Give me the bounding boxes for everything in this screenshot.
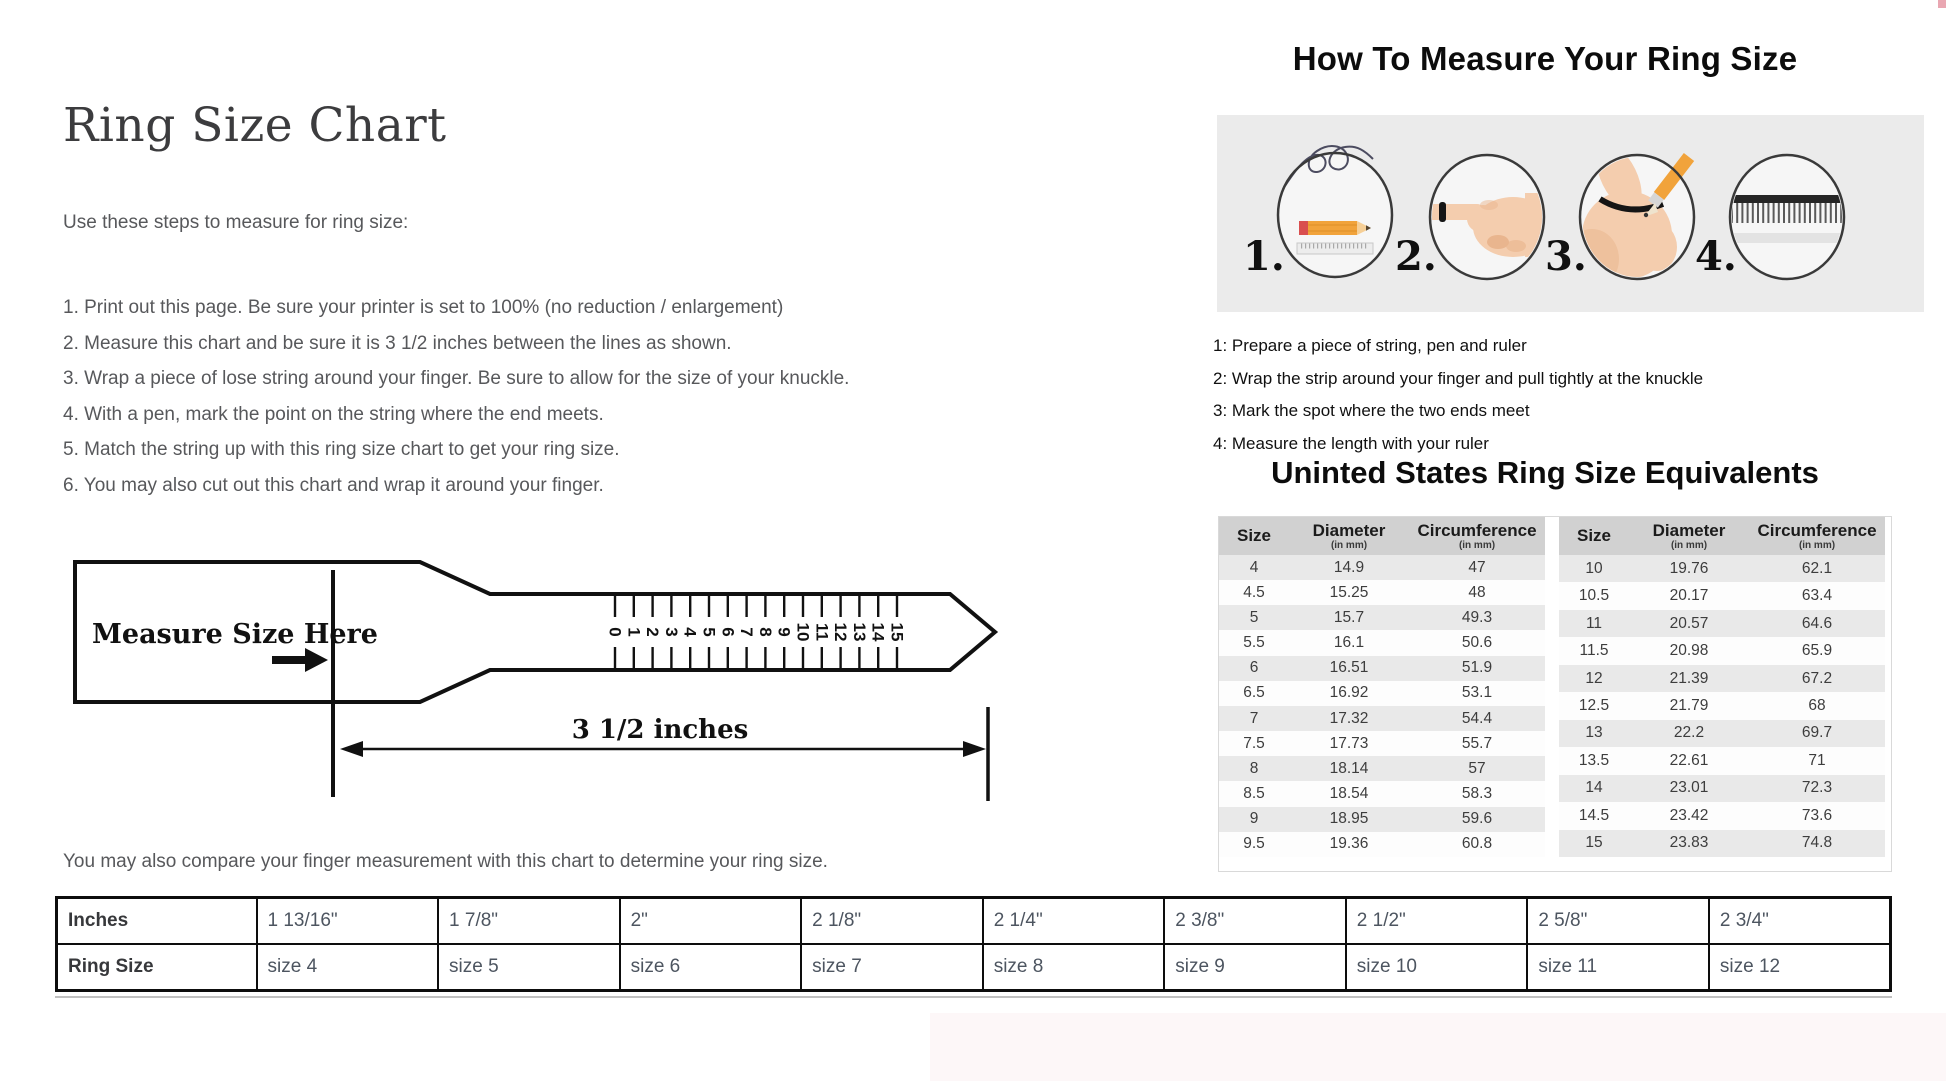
size-cell: 13.5 [1559,747,1629,774]
equiv-row-size-12 [1559,665,1885,692]
measure-step-4: 4. With a pen, mark the point on the string where the end meets. [63,403,604,425]
size-cell: 14 [1559,775,1629,802]
ring-size-cell-2: size 5 [438,944,620,991]
how-to-step-3: 3: Mark the spot where the two ends meet [1213,401,1530,420]
ring-size-row [57,944,1891,991]
inches-cell-8: 2 5/8" [1527,898,1709,945]
col-header-circumference: Circumference (in mm) [1749,517,1885,555]
diameter-cell: 15.25 [1289,580,1409,605]
circumference-cell: 48 [1409,580,1545,605]
size-tick-label-14: 14 [868,622,888,642]
ring-size-cell-3: size 6 [620,944,802,991]
page-title: Ring Size Chart [63,98,447,153]
size-cell: 9.5 [1219,832,1289,857]
equiv-row-size-5.5 [1219,630,1545,655]
equiv-row-size-11 [1559,610,1885,637]
equiv-row-size-6.5 [1219,681,1545,706]
inches-cell-2: 1 7/8" [438,898,620,945]
equiv-row-size-6 [1219,656,1545,681]
inches-cell-5: 2 1/4" [983,898,1165,945]
diameter-cell: 22.61 [1629,747,1749,774]
size-cell: 10.5 [1559,582,1629,609]
circumference-cell: 67.2 [1749,665,1885,692]
diameter-cell: 21.39 [1629,665,1749,692]
page-background-band [930,1013,1946,1081]
size-tick-label-10: 10 [793,622,813,642]
ring-size-cell-4: size 7 [801,944,983,991]
equiv-row-size-12.5 [1559,692,1885,719]
size-cell: 7.5 [1219,731,1289,756]
diameter-cell: 17.32 [1289,706,1409,731]
size-cell: 11 [1559,610,1629,637]
illustration-number-3: 3. [1545,233,1587,280]
ring-size-cell-9: size 12 [1709,944,1891,991]
diameter-cell: 23.83 [1629,830,1749,857]
inches-to-ring-size-table [55,896,1892,992]
size-cell: 11.5 [1559,637,1629,664]
bottom-divider [55,996,1892,998]
diameter-cell: 20.17 [1629,582,1749,609]
how-to-step-1: 1: Prepare a piece of string, pen and ruler [1213,336,1527,355]
dimension-label: 3 1/2 inches [571,715,749,745]
circumference-cell: 69.7 [1749,720,1885,747]
equiv-row-size-4.5 [1219,580,1545,605]
size-tick-label-3: 3 [661,627,681,637]
ring-sizer-diagram [60,545,1010,815]
diameter-cell: 18.54 [1289,781,1409,806]
size-tick-label-13: 13 [849,622,869,642]
diameter-cell: 19.36 [1289,832,1409,857]
size-tick-label-1: 1 [624,627,644,637]
measure-steps-list [63,290,849,503]
diameter-cell: 20.57 [1629,610,1749,637]
ring-size-cell-8: size 11 [1527,944,1709,991]
illustration-number-1: 1. [1243,233,1285,280]
diameter-cell: 20.98 [1629,637,1749,664]
inches-cell-3: 2" [620,898,802,945]
equiv-row-size-10.5 [1559,582,1885,609]
equiv-row-size-8 [1219,756,1545,781]
diameter-cell: 16.92 [1289,681,1409,706]
measure-step-5: 5. Match the string up with this ring size chart to get your ring size. [63,439,620,460]
inches-cell-6: 2 3/8" [1164,898,1346,945]
diameter-cell: 18.14 [1289,756,1409,781]
circumference-cell: 50.6 [1409,630,1545,655]
diameter-cell: 21.79 [1629,692,1749,719]
equiv-row-size-5 [1219,605,1545,630]
equiv-row-size-8.5 [1219,781,1545,806]
illustration-number-4: 4. [1695,233,1737,280]
diameter-cell: 22.2 [1629,720,1749,747]
ring-size-row-header: Ring Size [57,944,257,991]
circumference-cell: 64.6 [1749,610,1885,637]
diameter-cell: 16.1 [1289,630,1409,655]
how-to-title: How To Measure Your Ring Size [1292,40,1798,77]
circumference-cell: 54.4 [1409,706,1545,731]
circumference-cell: 60.8 [1409,832,1545,857]
equiv-row-size-9 [1219,807,1545,832]
circumference-cell: 63.4 [1749,582,1885,609]
size-tick-label-11: 11 [812,623,832,641]
diameter-cell: 14.9 [1289,555,1409,580]
how-to-illustrations [1217,115,1924,312]
size-tick-label-0: 0 [605,627,625,637]
size-tick-label-7: 7 [737,627,757,637]
size-cell: 12.5 [1559,692,1629,719]
size-cell: 10 [1559,555,1629,582]
how-to-step-2: 2: Wrap the strip around your finger and pull tightly at the knuckle [1213,368,1704,388]
diameter-cell: 19.76 [1629,555,1749,582]
diameter-cell: 23.01 [1629,775,1749,802]
size-cell: 9 [1219,807,1289,832]
how-to-steps-list [1213,330,1703,460]
size-tick-label-12: 12 [831,622,851,642]
size-cell: 5 [1219,605,1289,630]
size-cell: 6 [1219,656,1289,681]
size-cell: 13 [1559,720,1629,747]
size-cell: 15 [1559,830,1629,857]
circumference-cell: 73.6 [1749,802,1885,829]
circumference-cell: 71 [1749,747,1885,774]
col-header-circumference: Circumference (in mm) [1409,517,1545,555]
ring-size-equivalents-panel [1218,516,1892,872]
diameter-cell: 16.51 [1289,656,1409,681]
circumference-cell: 55.7 [1409,731,1545,756]
intro-text: Use these steps to measure for ring size: [63,212,409,233]
col-header-diameter: Diameter (in mm) [1629,517,1749,555]
equiv-row-size-4 [1219,555,1545,580]
ring-size-cell-1: size 4 [257,944,439,991]
circumference-cell: 72.3 [1749,775,1885,802]
size-cell: 7 [1219,706,1289,731]
circumference-cell: 65.9 [1749,637,1885,664]
equiv-row-size-14 [1559,775,1885,802]
size-cell: 8.5 [1219,781,1289,806]
equivalents-title: Uninted States Ring Size Equivalents [1271,455,1819,490]
ring-size-cell-5: size 8 [983,944,1165,991]
equiv-row-size-13.5 [1559,747,1885,774]
illustration-number-2: 2. [1395,233,1437,280]
circumference-cell: 49.3 [1409,605,1545,630]
size-cell: 14.5 [1559,802,1629,829]
size-tick-label-5: 5 [699,627,719,637]
measure-size-here-label: Measure Size Here [92,619,378,650]
equiv-row-size-14.5 [1559,802,1885,829]
size-cell: 12 [1559,665,1629,692]
circumference-cell: 51.9 [1409,656,1545,681]
size-tick-label-15: 15 [887,622,907,642]
inches-row [57,898,1891,945]
size-cell: 8 [1219,756,1289,781]
circumference-cell: 59.6 [1409,807,1545,832]
size-cell: 6.5 [1219,681,1289,706]
circumference-cell: 62.1 [1749,555,1885,582]
inches-cell-4: 2 1/8" [801,898,983,945]
inches-cell-7: 2 1/2" [1346,898,1528,945]
col-header-diameter: Diameter (in mm) [1289,517,1409,555]
measure-step-6: 6. You may also cut out this chart and wrap it around your finger. [63,474,604,496]
corner-artifact [1938,0,1946,8]
equivalents-table-right [1559,517,1885,857]
size-cell: 4.5 [1219,580,1289,605]
inches-row-header: Inches [57,898,257,945]
equiv-row-size-7.5 [1219,731,1545,756]
inches-cell-9: 2 3/4" [1709,898,1891,945]
ring-size-cell-6: size 9 [1164,944,1346,991]
measure-step-1: 1. Print out this page. Be sure your printer is set to 100% (no reduction / enlargement) [63,297,784,318]
col-header-size: Size [1219,517,1289,555]
measure-step-2: 2. Measure this chart and be sure it is 3 1/2 inches between the lines as shown. [63,332,732,354]
inches-cell-1: 1 13/16" [257,898,439,945]
equiv-row-size-10 [1559,555,1885,582]
circumference-cell: 47 [1409,555,1545,580]
circumference-cell: 58.3 [1409,781,1545,806]
circumference-cell: 74.8 [1749,830,1885,857]
size-cell: 4 [1219,555,1289,580]
how-to-illustrations-panel [1217,115,1924,312]
size-tick-label-2: 2 [643,627,663,637]
equiv-row-size-11.5 [1559,637,1885,664]
size-tick-label-8: 8 [755,627,775,637]
circumference-cell: 53.1 [1409,681,1545,706]
equivalents-table-left [1219,517,1545,857]
diameter-cell: 23.42 [1629,802,1749,829]
circumference-cell: 68 [1749,692,1885,719]
diameter-cell: 15.7 [1289,605,1409,630]
size-tick-label-9: 9 [774,627,794,637]
ring-size-cell-7: size 10 [1346,944,1528,991]
equiv-row-size-9.5 [1219,832,1545,857]
equiv-row-size-13 [1559,720,1885,747]
measure-step-3: 3. Wrap a piece of lose string around your finger. Be sure to allow for the size of your knuckle. [63,368,850,389]
size-tick-label-4: 4 [680,627,700,637]
size-tick-label-6: 6 [718,627,738,637]
equiv-row-size-7 [1219,706,1545,731]
col-header-size: Size [1559,517,1629,555]
circumference-cell: 57 [1409,756,1545,781]
equiv-row-size-15 [1559,830,1885,857]
how-to-step-4: 4: Measure the length with your ruler [1213,433,1489,453]
diameter-cell: 17.73 [1289,731,1409,756]
compare-note: You may also compare your finger measurement with this chart to determine your ring size. [63,851,828,872]
diameter-cell: 18.95 [1289,807,1409,832]
size-cell: 5.5 [1219,630,1289,655]
